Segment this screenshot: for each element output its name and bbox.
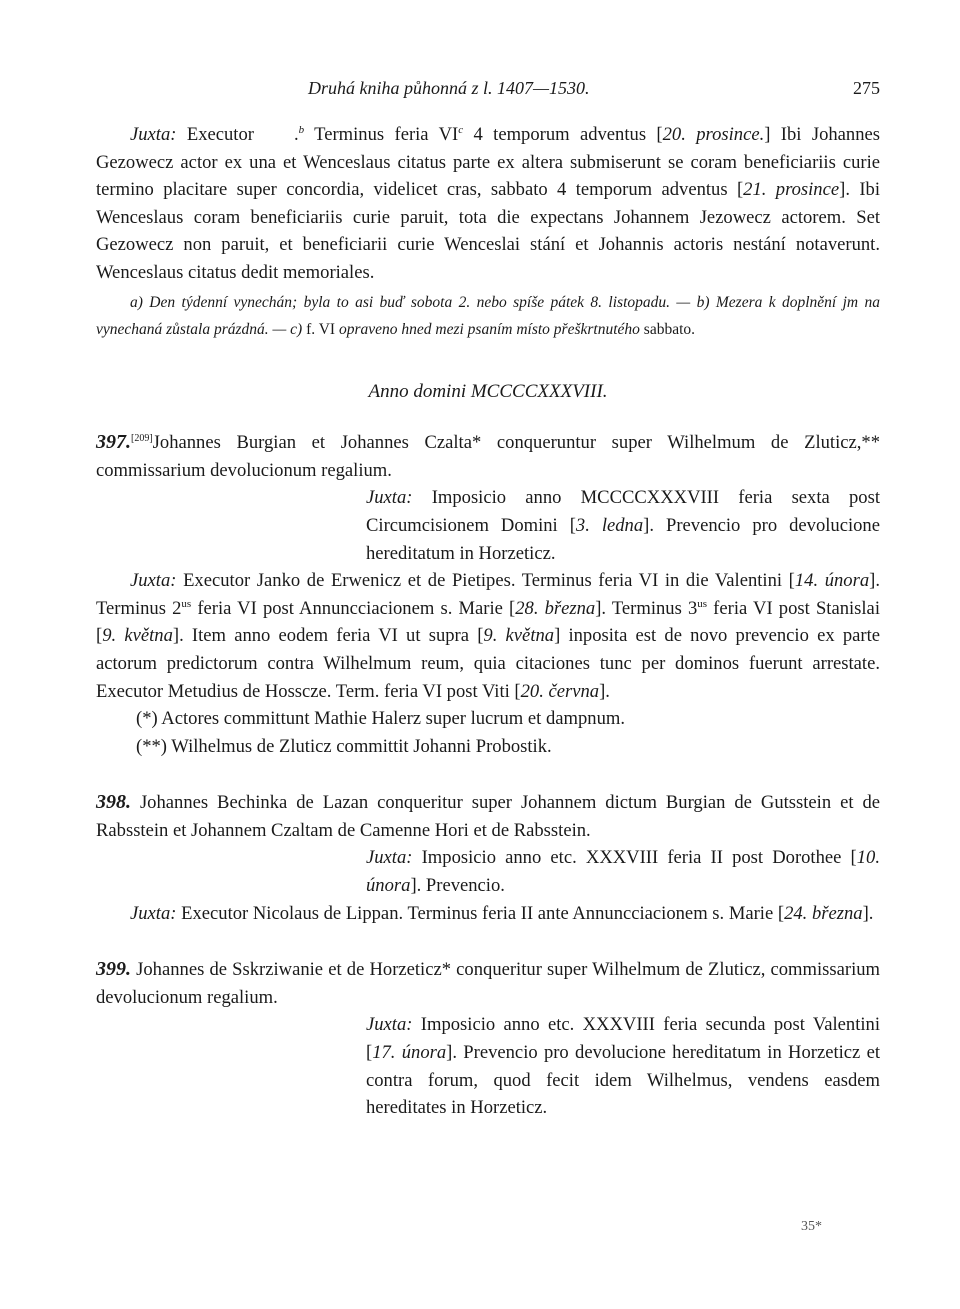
entry-gap xyxy=(96,760,880,789)
exec-date: 9. května xyxy=(102,625,173,647)
page-header xyxy=(96,78,880,102)
entry-397-body: Johannes Burgian et Johannes Czalta* conqueruntur super Wilhelmum de Zluticz,** commissarium devolucionum regalium. xyxy=(96,432,880,481)
note-c-text: opraveno hned mezi psaním místo přeškrtnutého xyxy=(338,321,640,339)
juxta-date: 17. února xyxy=(372,1042,447,1064)
page-number: 275 xyxy=(853,78,880,98)
intro-date-1: 20. prosince. xyxy=(662,124,765,145)
juxta-text: Imposicio anno MCCCCXXXVIII feria sexta post Circumcisionem Domini [ xyxy=(366,487,880,536)
signature-mark: 35* xyxy=(801,1219,822,1234)
exec-date: 14. února xyxy=(794,570,870,592)
critical-notes xyxy=(96,289,880,344)
exec-text: ] inposita est de novo prevencio ex parte actorum predictorum contra Wilhelmum reum, quia citaciones tunc per dominos fuerunt arrestate. Executor Metudius de Hossсze. Term. feria VI post Viti [ xyxy=(96,625,880,702)
entry-397-text xyxy=(96,429,880,484)
intro-text-2: ]. Ibi Wenceslaus coram beneficiariis curie paruit, tota die expectans Johannem Jezowecz actorem. Set Gezowecz non paruit, et beneficiarii curie Wenceslai stání et Johannis actoris nestání notaverunt. Wenceslaus citatus dedit memoriales. xyxy=(96,179,880,283)
intro-terminus: Terminus feria VI xyxy=(304,124,459,145)
exec-text: ]. Terminus 2 xyxy=(96,570,880,619)
intro-terminus-rest: 4 temporum adventus [ xyxy=(463,124,663,145)
exec-text: feria VI post Stanislai [ xyxy=(96,597,880,647)
exec-date: 28. března xyxy=(515,597,596,619)
footnote-wilhelmus: (**) Wilhelmus de Zluticz committit Johanni Probostik. xyxy=(136,735,552,757)
entry-number: 398. xyxy=(96,791,131,814)
juxta-text-end: ]. Prevencio. xyxy=(410,875,505,897)
intro-executor: Executor xyxy=(176,124,254,145)
entry-397 xyxy=(96,429,880,760)
entry-398 xyxy=(96,789,880,927)
juxta-text: Imposicio anno etc. XXXVIII feria II post Dorothee [ xyxy=(412,847,857,869)
ordinal-sup: us xyxy=(181,597,192,610)
ordinal-sup: us xyxy=(697,597,708,610)
juxta-text-end: ]. Prevencio pro devolucione hereditatum in Horzeticz et contra forum, quod fecit idem Wilhelmus, vendens easdem hereditates in Horzeticz. xyxy=(366,1042,880,1119)
year-heading: Anno domini MCCCCXXXVIII. xyxy=(368,380,608,402)
note-c-mark: c) xyxy=(290,321,303,339)
note-a-text: Den týdenní vynechán; byla to asi buď sobota 2. nebo spíše pátek 8. listopadu. — xyxy=(142,293,697,311)
exec-text: ]. Terminus 3 xyxy=(595,597,698,619)
note-a-mark: a) xyxy=(130,293,143,311)
juxta-date: 10. února xyxy=(366,847,880,897)
note-c-plain: f. VI xyxy=(302,321,339,339)
juxta-text: Imposicio anno etc. XXXVIII feria secunda post Valentini [ xyxy=(366,1014,880,1064)
exec-date: 9. května xyxy=(483,625,555,647)
entry-397-juxta xyxy=(366,484,880,567)
note-b-mark: b) xyxy=(696,293,710,311)
entry-399-body: Johannes de Sskrziwanie et de Horzeticz* conqueritur super Wilhelmum de Zluticz, commissarium devolucionum regalium. xyxy=(96,959,880,1008)
exec-text: Executor Nicolaus de Lippan. Terminus feria II ante Annuncciacionem s. Marie [ xyxy=(176,902,785,924)
note-ref-b: b xyxy=(298,123,305,136)
entry-number: 399. xyxy=(96,958,131,981)
juxta-date: 3. ledna xyxy=(575,514,644,536)
footnote-actors: (*) Actores committunt Mathie Halerz super lucrum et dampnum. xyxy=(136,708,625,730)
juxta-label: Juxta: xyxy=(366,487,413,509)
note-ref-c: c xyxy=(458,123,464,136)
juxta-label: Juxta: xyxy=(130,902,177,924)
exec-date: 20. června xyxy=(520,680,600,702)
page-body xyxy=(96,121,880,1122)
juxta-label: Juxta: xyxy=(130,124,177,145)
juxta-label: Juxta: xyxy=(366,847,413,869)
note-b-text: Mezera k doplnění jm na vynechaná zůstala prázdná. — xyxy=(96,293,880,339)
exec-text: ]. xyxy=(599,680,610,702)
note-c-end: sabbato. xyxy=(639,321,696,339)
entry-399-text xyxy=(96,956,880,1011)
exec-text: Executor Janko de Erwenicz et de Pietipes. Terminus feria VI in die Valentini [ xyxy=(176,570,795,592)
entry-397-executor xyxy=(96,567,880,705)
running-title: Druhá kniha půhonná z l. 1407—1530. xyxy=(308,78,590,98)
intro-dot: . xyxy=(293,124,299,145)
exec-text: feria VI post Annuncciacionem s. Marie [ xyxy=(191,597,516,619)
entry-398-body: Johannes Bechinka de Lazan conqueritur super Johannem dictum Burgian de Gutsstein et de Rabsstein et Johannem Czaltam de Camenne Hori et de Rabsstein. xyxy=(96,792,880,841)
entry-gap xyxy=(96,927,880,956)
intro-paragraph xyxy=(96,121,880,287)
entry-398-text xyxy=(96,789,880,844)
intro-text-1: ] Ibi Johannes Gezowecz actor ex una et Wenceslaus citatus parte ex altera submiserunt se coram beneficiariis curie termino placitare super concordia, videlicet cras, sabbato 4 temporum adventus [ xyxy=(96,124,880,201)
folio-ref: [209] xyxy=(131,432,153,444)
exec-text: ]. Item anno eodem feria VI ut supra [ xyxy=(172,625,484,647)
entry-398-juxta xyxy=(366,844,880,899)
juxta-label: Juxta: xyxy=(130,570,177,592)
exec-date: 24. března xyxy=(784,902,863,924)
intro-date-2: 21. prosince xyxy=(743,179,840,201)
entry-398-executor xyxy=(96,900,880,928)
entry-number: 397. xyxy=(96,431,131,454)
entry-399-juxta xyxy=(366,1011,880,1121)
juxta-text-end: ]. Prevencio pro devolucione hereditatum in Horzeticz. xyxy=(366,514,880,564)
exec-text: ]. xyxy=(862,902,874,924)
entry-399 xyxy=(96,956,880,1122)
juxta-label: Juxta: xyxy=(366,1014,413,1036)
